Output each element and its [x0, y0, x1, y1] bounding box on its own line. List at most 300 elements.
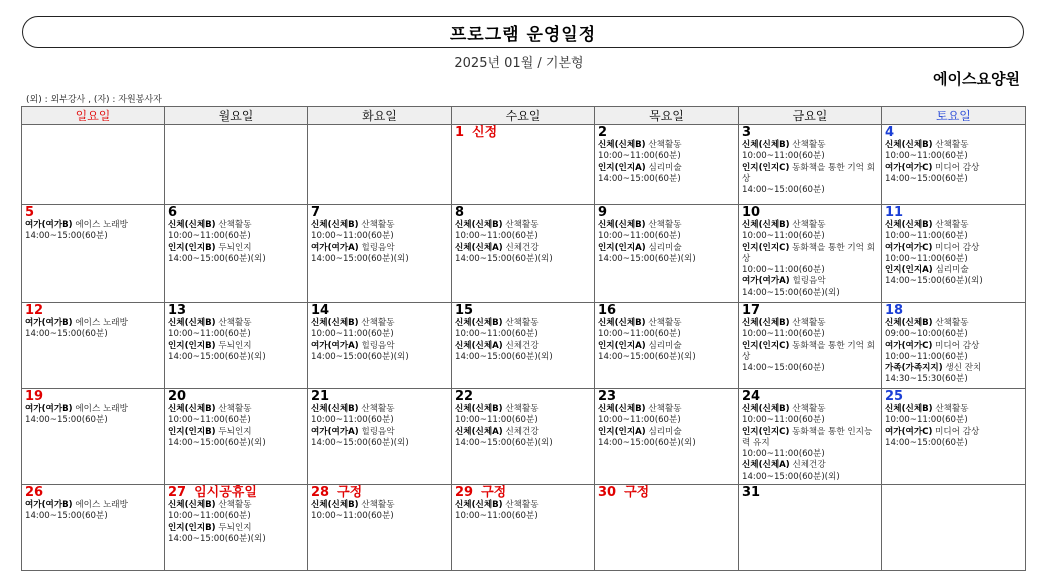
- program-category: 신체(신체B): [455, 500, 503, 511]
- day-cell[interactable]: [22, 389, 165, 485]
- program-item: [742, 276, 878, 287]
- program-name: 심리미술: [935, 265, 969, 276]
- program-time: 14:00~15:00(60분): [742, 185, 825, 196]
- program-category: 신체(신체B): [455, 220, 503, 230]
- program-item: [311, 427, 448, 438]
- day-number: [168, 206, 304, 220]
- program-name: 산책활동: [792, 404, 826, 414]
- day-cell[interactable]: [308, 205, 452, 303]
- program-time: 10:00~11:00(60분): [885, 351, 968, 362]
- program-name: 산책활동: [792, 318, 826, 328]
- program-time: 10:00~11:00(60분): [311, 231, 394, 242]
- day-number-text: 20: [168, 389, 187, 404]
- day-cell[interactable]: [739, 485, 882, 571]
- day-cell[interactable]: [165, 485, 308, 571]
- program-category: 인지(인지A): [598, 162, 646, 173]
- program-name: 산책활동: [935, 404, 969, 414]
- program-category: 신체(신체B): [311, 318, 359, 328]
- program-item: [455, 427, 591, 438]
- day-number: [598, 486, 735, 500]
- program-time: 14:00~15:00(60분)(외): [598, 351, 696, 362]
- program-item: [885, 243, 1022, 254]
- program-name: 산책활동: [218, 220, 252, 230]
- day-number-text: 21: [311, 389, 330, 404]
- calendar-table: [21, 106, 1026, 571]
- day-number-text: 22: [455, 389, 474, 404]
- program-item: [742, 404, 878, 415]
- weekday-header: 목요일: [595, 107, 739, 125]
- day-number: [455, 126, 591, 140]
- program-category: 신체(신체B): [311, 404, 359, 414]
- program-category: 인지(인지B): [168, 242, 216, 253]
- program-time: 10:00~11:00(60분): [168, 329, 251, 340]
- day-number-text: 18: [885, 303, 904, 318]
- day-cell[interactable]: [165, 205, 308, 303]
- day-number: [885, 206, 1022, 220]
- program-name: 산책활동: [218, 404, 252, 414]
- program-name: 힐링음악: [361, 426, 395, 437]
- program-item: [885, 220, 1022, 231]
- program-category: 인지(인지C): [742, 242, 790, 253]
- day-cell[interactable]: [452, 205, 595, 303]
- program-item: [742, 427, 878, 450]
- program-category: 여가(여가A): [311, 340, 359, 351]
- program-name: 심리미술: [648, 426, 682, 437]
- weekday-header: 일요일: [22, 107, 165, 125]
- weekday-header-row: [22, 107, 1026, 125]
- program-name: 두뇌인지: [218, 340, 252, 351]
- day-cell[interactable]: [882, 125, 1026, 205]
- program-item: [598, 341, 735, 352]
- program-item: [455, 500, 591, 511]
- program-time: 10:00~11:00(60분): [311, 511, 394, 522]
- day-number-text: 19: [25, 389, 44, 404]
- day-number: [455, 304, 591, 318]
- program-item: [168, 523, 304, 534]
- program-item: [455, 243, 591, 254]
- program-time: 14:00~15:00(60분)(외): [168, 533, 266, 544]
- weekday-header: 수요일: [452, 107, 595, 125]
- program-category: 신체(신체B): [598, 318, 646, 328]
- day-number: [742, 206, 878, 220]
- program-item: [885, 404, 1022, 415]
- program-name: 산책활동: [935, 140, 969, 150]
- day-number-text: 12: [25, 303, 44, 318]
- program-time: 14:00~15:00(60분)(외): [455, 437, 553, 448]
- program-category: 여가(여가A): [311, 242, 359, 253]
- program-name: 산책활동: [648, 220, 682, 230]
- organization-name: 에이스요양원: [933, 70, 1020, 88]
- program-category: 신체(신체B): [885, 140, 933, 150]
- day-number: [742, 390, 878, 404]
- program-name: 산책활동: [648, 404, 682, 414]
- day-number: [25, 206, 161, 220]
- program-category: 신체(신체B): [168, 404, 216, 414]
- program-time: 10:00~11:00(60분): [885, 231, 968, 242]
- legend-note: (외) : 외부강사 , (자) : 자원봉사자: [26, 95, 162, 105]
- program-name: 에이스 노래방: [75, 404, 128, 414]
- holiday-label: 구정: [481, 485, 507, 501]
- program-name: 에이스 노래방: [75, 500, 128, 511]
- day-number-text: 5: [25, 205, 35, 220]
- program-time: 14:00~15:00(60분): [598, 173, 681, 184]
- program-category: 신체(신체B): [311, 500, 359, 511]
- day-cell[interactable]: [595, 303, 739, 389]
- program-category: 인지(인지A): [598, 340, 646, 351]
- day-cell[interactable]: [739, 125, 882, 205]
- program-category: 신체(신체B): [742, 140, 790, 150]
- program-category: 신체(신체B): [598, 220, 646, 230]
- program-category: 여가(여가B): [25, 500, 73, 511]
- program-time: 14:00~15:00(60분)(외): [598, 437, 696, 448]
- program-time: 14:30~15:30(60분): [885, 374, 968, 385]
- program-name: 산책활동: [935, 318, 969, 328]
- page-title: 프로그램 운영일정: [22, 16, 1024, 48]
- day-cell[interactable]: [308, 303, 452, 389]
- program-time: 10:00~11:00(60분): [742, 449, 825, 460]
- program-name: 산책활동: [505, 220, 539, 230]
- program-category: 여가(여가A): [742, 276, 790, 287]
- program-item: [598, 163, 735, 174]
- day-cell[interactable]: [595, 205, 739, 303]
- day-number: [25, 486, 161, 500]
- program-item: [742, 220, 878, 231]
- program-time: 10:00~11:00(60분): [742, 151, 825, 162]
- day-cell[interactable]: [452, 389, 595, 485]
- program-category: 인지(인지C): [742, 162, 790, 173]
- day-number-text: 29: [455, 485, 474, 501]
- weekday-header: 월요일: [165, 107, 308, 125]
- day-number: [885, 126, 1022, 140]
- program-item: [25, 318, 161, 329]
- holiday-label: 임시공휴일: [194, 485, 257, 501]
- program-time: 10:00~11:00(60분): [885, 253, 968, 264]
- program-time: 14:00~15:00(60분)(외): [168, 351, 266, 362]
- program-item: [742, 318, 878, 329]
- program-category: 신체(신체B): [598, 404, 646, 414]
- program-name: 미디어 감상: [935, 162, 980, 173]
- weekday-header: 화요일: [308, 107, 452, 125]
- day-cell[interactable]: [22, 303, 165, 389]
- program-item: [168, 341, 304, 352]
- program-category: 인지(인지A): [598, 426, 646, 437]
- day-number: [311, 390, 448, 404]
- program-category: 신체(신체B): [885, 220, 933, 230]
- program-time: 10:00~11:00(60분): [742, 265, 825, 276]
- day-number-text: 25: [885, 389, 904, 404]
- program-item: [311, 341, 448, 352]
- program-category: 인지(인지B): [168, 340, 216, 351]
- day-cell[interactable]: [452, 125, 595, 205]
- program-category: 신체(신체B): [742, 220, 790, 230]
- program-category: 여가(여가C): [885, 162, 933, 173]
- program-time: 14:00~15:00(60분)(외): [311, 351, 409, 362]
- program-category: 신체(신체B): [168, 220, 216, 230]
- day-number: [168, 486, 304, 500]
- program-category: 신체(신체A): [455, 242, 503, 253]
- program-name: 두뇌인지: [218, 242, 252, 253]
- program-item: [598, 427, 735, 438]
- program-item: [885, 163, 1022, 174]
- program-time: 10:00~11:00(60분): [455, 329, 538, 340]
- program-time: 14:00~15:00(60분)(외): [168, 253, 266, 264]
- empty-day-cell: [22, 125, 165, 205]
- program-item: [885, 341, 1022, 352]
- day-number: [311, 486, 448, 500]
- day-cell[interactable]: [882, 205, 1026, 303]
- program-item: [25, 404, 161, 415]
- program-time: 14:00~15:00(60분)(외): [598, 253, 696, 264]
- program-name: 신체건강: [505, 340, 539, 351]
- program-item: [598, 243, 735, 254]
- program-time: 10:00~11:00(60분): [885, 151, 968, 162]
- day-cell[interactable]: [452, 303, 595, 389]
- program-name: 산책활동: [935, 220, 969, 230]
- day-number-text: 7: [311, 205, 321, 220]
- day-cell[interactable]: [308, 485, 452, 571]
- program-name: 신체건강: [505, 426, 539, 437]
- program-item: [598, 140, 735, 151]
- day-cell[interactable]: [165, 303, 308, 389]
- program-item: [885, 265, 1022, 276]
- program-item: [168, 220, 304, 231]
- program-category: 인지(인지B): [168, 522, 216, 533]
- program-category: 인지(인지A): [885, 265, 933, 276]
- day-number: [455, 390, 591, 404]
- program-category: 신체(신체B): [168, 318, 216, 328]
- day-number-text: 14: [311, 303, 330, 318]
- program-name: 동화책을 통한 인지능력 유지: [742, 426, 873, 448]
- day-number-text: 24: [742, 389, 761, 404]
- day-cell[interactable]: [595, 485, 739, 571]
- program-name: 심리미술: [648, 242, 682, 253]
- day-number: [885, 304, 1022, 318]
- day-number-text: 8: [455, 205, 465, 220]
- day-number-text: 6: [168, 205, 178, 220]
- day-number-text: 26: [25, 485, 44, 501]
- day-number-text: 28: [311, 485, 330, 501]
- program-time: 10:00~11:00(60분): [455, 231, 538, 242]
- program-category: 인지(인지B): [168, 426, 216, 437]
- day-number-text: 31: [742, 485, 761, 501]
- program-name: 산책활동: [505, 318, 539, 328]
- program-name: 심리미술: [648, 162, 682, 173]
- program-time: 14:00~15:00(60분)(외): [885, 276, 983, 287]
- program-time: 14:00~15:00(60분)(외): [742, 287, 840, 298]
- day-number: [25, 390, 161, 404]
- week-row: [22, 303, 1026, 389]
- program-category: 여가(여가C): [885, 340, 933, 351]
- program-time: 10:00~11:00(60분): [742, 231, 825, 242]
- day-number-text: 13: [168, 303, 187, 318]
- day-number-text: 3: [742, 125, 752, 140]
- day-cell[interactable]: [308, 389, 452, 485]
- weekday-header: 금요일: [739, 107, 882, 125]
- program-category: 신체(신체B): [455, 404, 503, 414]
- day-cell[interactable]: [739, 389, 882, 485]
- day-number: [598, 126, 735, 140]
- program-time: 14:00~15:00(60분)(외): [742, 471, 840, 482]
- program-item: [455, 220, 591, 231]
- day-number: [598, 390, 735, 404]
- program-category: 신체(신체A): [455, 340, 503, 351]
- day-cell[interactable]: [882, 303, 1026, 389]
- holiday-label: 신정: [472, 125, 498, 140]
- program-category: 신체(신체B): [885, 404, 933, 414]
- day-cell[interactable]: [22, 485, 165, 571]
- program-time: 10:00~11:00(60분): [455, 511, 538, 522]
- program-name: 미디어 감상: [935, 242, 980, 253]
- program-time: 14:00~15:00(60분)(외): [455, 253, 553, 264]
- program-time: 10:00~11:00(60분): [885, 415, 968, 426]
- holiday-label: 구정: [624, 485, 650, 501]
- program-name: 동화책을 통한 기억 회상: [742, 162, 876, 184]
- program-time: 14:00~15:00(60분)(외): [311, 437, 409, 448]
- program-name: 산책활동: [505, 500, 539, 511]
- program-item: [598, 404, 735, 415]
- program-name: 산책활동: [792, 220, 826, 230]
- day-cell[interactable]: [165, 389, 308, 485]
- program-item: [742, 163, 878, 186]
- program-item: [742, 341, 878, 364]
- day-number: [742, 304, 878, 318]
- program-item: [742, 243, 878, 266]
- day-number-text: 17: [742, 303, 761, 318]
- program-category: 신체(신체B): [168, 500, 216, 511]
- program-name: 산책활동: [361, 404, 395, 414]
- day-number-text: 1: [455, 125, 465, 140]
- day-number-text: 16: [598, 303, 617, 318]
- holiday-label: 구정: [337, 485, 363, 501]
- program-item: [168, 318, 304, 329]
- program-time: 10:00~11:00(60분): [598, 151, 681, 162]
- week-row: [22, 205, 1026, 303]
- empty-day-cell: [882, 485, 1026, 571]
- program-time: 10:00~11:00(60분): [311, 329, 394, 340]
- program-time: 10:00~11:00(60분): [742, 329, 825, 340]
- day-number: [168, 390, 304, 404]
- program-item: [885, 363, 1022, 374]
- program-item: [885, 427, 1022, 438]
- day-number: [168, 304, 304, 318]
- program-item: [311, 404, 448, 415]
- program-item: [455, 404, 591, 415]
- program-item: [885, 140, 1022, 151]
- program-name: 동화책을 통한 기억 회상: [742, 242, 876, 264]
- program-name: 산책활동: [361, 500, 395, 511]
- program-time: 14:00~15:00(60분)(외): [168, 437, 266, 448]
- day-cell[interactable]: [882, 389, 1026, 485]
- program-category: 신체(신체B): [742, 318, 790, 328]
- program-category: 가족(가족지지): [885, 363, 943, 374]
- program-category: 신체(신체B): [311, 220, 359, 230]
- program-category: 여가(여가C): [885, 242, 933, 253]
- day-number: [598, 304, 735, 318]
- program-time: 14:00~15:00(60분): [742, 363, 825, 374]
- program-time: 10:00~11:00(60분): [168, 231, 251, 242]
- program-item: [598, 318, 735, 329]
- empty-day-cell: [165, 125, 308, 205]
- program-item: [168, 243, 304, 254]
- day-cell[interactable]: [595, 125, 739, 205]
- day-cell[interactable]: [22, 205, 165, 303]
- program-category: 인지(인지C): [742, 340, 790, 351]
- program-category: 여가(여가B): [25, 220, 73, 230]
- program-name: 동화책을 통한 기억 회상: [742, 340, 876, 362]
- day-cell[interactable]: [739, 303, 882, 389]
- program-name: 산책활동: [505, 404, 539, 414]
- day-number-text: 30: [598, 485, 617, 501]
- program-time: 14:00~15:00(60분): [885, 173, 968, 184]
- program-item: [455, 318, 591, 329]
- program-time: 10:00~11:00(60분): [742, 415, 825, 426]
- program-category: 여가(여가B): [25, 318, 73, 328]
- program-name: 산책활동: [792, 140, 826, 150]
- program-item: [311, 243, 448, 254]
- day-number-text: 15: [455, 303, 474, 318]
- program-category: 여가(여가B): [25, 404, 73, 414]
- program-item: [168, 427, 304, 438]
- day-number-text: 11: [885, 205, 904, 220]
- day-number: [455, 206, 591, 220]
- program-time: 09:00~10:00(60분): [885, 329, 968, 340]
- program-name: 신체건강: [505, 242, 539, 253]
- program-time: 14:00~15:00(60분): [25, 329, 108, 340]
- week-row: [22, 125, 1026, 205]
- program-category: 신체(신체A): [455, 426, 503, 437]
- program-name: 산책활동: [648, 318, 682, 328]
- program-item: [168, 500, 304, 511]
- day-cell[interactable]: [595, 389, 739, 485]
- program-name: 힐링음악: [361, 340, 395, 351]
- day-number: [311, 304, 448, 318]
- program-time: 10:00~11:00(60분): [455, 415, 538, 426]
- day-number: [885, 390, 1022, 404]
- week-row: [22, 485, 1026, 571]
- program-name: 산책활동: [648, 140, 682, 150]
- program-name: 두뇌인지: [218, 426, 252, 437]
- day-number-text: 2: [598, 125, 608, 140]
- day-number-text: 9: [598, 205, 608, 220]
- program-item: [742, 140, 878, 151]
- day-cell[interactable]: [452, 485, 595, 571]
- day-cell[interactable]: [739, 205, 882, 303]
- day-number: [455, 486, 591, 500]
- program-time: 10:00~11:00(60분): [598, 231, 681, 242]
- day-number-text: 4: [885, 125, 895, 140]
- program-time: 14:00~15:00(60분)(외): [455, 351, 553, 362]
- program-item: [742, 460, 878, 471]
- day-number: [598, 206, 735, 220]
- program-category: 신체(신체B): [885, 318, 933, 328]
- day-number: [742, 486, 878, 500]
- program-category: 신체(신체B): [742, 404, 790, 414]
- day-number: [742, 126, 878, 140]
- program-time: 14:00~15:00(60분): [885, 437, 968, 448]
- program-name: 산책활동: [361, 318, 395, 328]
- day-number-text: 10: [742, 205, 761, 220]
- day-number-text: 23: [598, 389, 617, 404]
- program-category: 여가(여가A): [311, 426, 359, 437]
- program-name: 산책활동: [361, 220, 395, 230]
- program-item: [311, 220, 448, 231]
- program-item: [25, 220, 161, 231]
- week-row: [22, 389, 1026, 485]
- program-category: 신체(신체A): [742, 460, 790, 471]
- program-name: 힐링음악: [792, 276, 826, 287]
- program-name: 힐링음악: [361, 242, 395, 253]
- program-item: [455, 341, 591, 352]
